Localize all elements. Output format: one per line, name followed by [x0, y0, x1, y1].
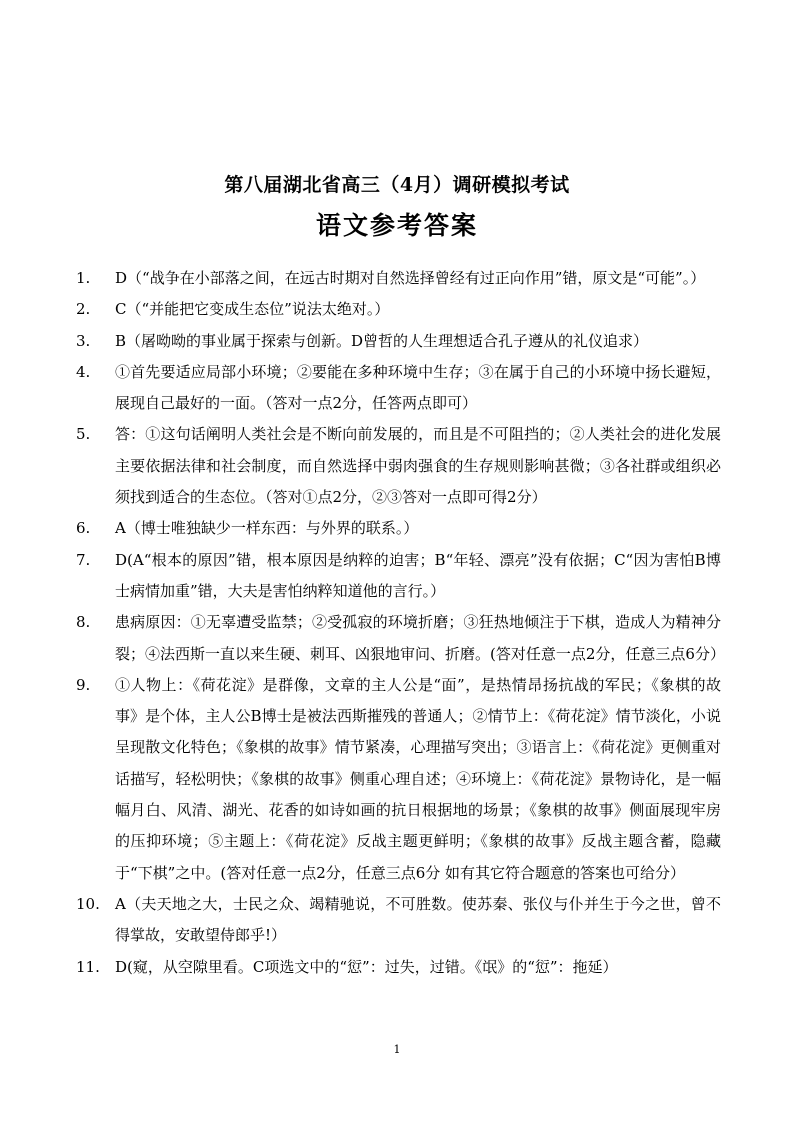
- answer-text: A（博士唯独缺少一样东西：与外界的联系。）: [115, 519, 419, 538]
- answer-item-9: [76, 670, 721, 889]
- answer-item-7: [76, 545, 721, 608]
- answer-text: C（“并能把它变成生态位”说法太绝对。）: [115, 300, 390, 319]
- answer-item-10: [76, 889, 721, 952]
- answer-item-4: [76, 357, 721, 420]
- answer-text: ①人物上：《荷花淀》是群像，文章的主人公是“面”，是热情昂扬抗战的军民；《象棋的故事》是个体，主人公B博士是被法西斯摧残的普通人；②情节上：《荷花淀》情节淡化，小说呈现散文化特色；《象棋的故事》情节紧凑，心理描写突出；③语言上：《荷花淀》更侧重对话描写，轻松明快；《象棋的故事》侧重心理自述；④环境上：《荷花淀》景物诗化，是一幅幅月白、风清、湖光、花香的如诗如画的抗日根据地的场景；《象棋的故事》侧面展现牢房的压抑环境；⑤主题上：《荷花淀》反战主题更鲜明；《象棋的故事》反战主题含蓄，隐藏于“下棋”之中。(答对任意一点2分，任意三点6分 如有其它符合题意的答案也可给分）: [115, 675, 721, 882]
- answer-number: 5.: [76, 425, 91, 444]
- answer-number: 11.: [76, 957, 100, 976]
- answer-number: 7.: [76, 550, 91, 569]
- answer-text: B（屠呦呦的事业属于探索与创新。D曾哲的人生理想适合孔子遵从的礼仪追求）: [115, 331, 649, 350]
- answer-number: 1.: [76, 269, 91, 287]
- answer-number: 2.: [76, 300, 91, 319]
- answer-text: A（夫天地之大，士民之众、竭精驰说，不可胜数。使苏秦、张仪与仆并生于今之世，曾不得掌故，安敢望侍郎乎!）: [115, 894, 721, 945]
- exam-subtitle: 第八届湖北省高三（4月）调研模拟考试: [224, 174, 570, 196]
- answer-number: 8.: [76, 613, 91, 632]
- page-title: 语文参考答案: [315, 211, 478, 240]
- answer-item-3: [76, 326, 721, 357]
- answer-item-8: [76, 607, 725, 670]
- answer-text: 答：①这句话阐明人类社会是不断向前发展的，而且是不可阻挡的；②人类社会的进化发展主要依据法律和社会制度，而自然选择中弱肉强食的生存规则影响甚微；③各社群或组织必须找到适合的生态位。（答对①点2分，②③答对一点即可得2分）: [115, 425, 721, 507]
- answer-text: D(窥，从空隙里看。C项选文中的“愆”：过失，过错。《氓》的“愆”：拖延）: [115, 957, 618, 976]
- answer-item-2: [76, 294, 721, 325]
- answer-item-5: [76, 419, 721, 513]
- answer-number: 10.: [76, 894, 100, 913]
- answer-item-1: [76, 263, 721, 294]
- answer-number: 6.: [76, 519, 91, 538]
- answer-item-11: [76, 952, 721, 983]
- answer-text: D(A“根本的原因”错，根本原因是纳粹的迫害；B“年轻、漂亮”没有依据；C“因为害怕B博士病情加重”错，大夫是害怕纳粹知道他的言行。）: [115, 550, 721, 600]
- answer-number: 4.: [76, 362, 91, 381]
- answer-text: 患病原因：①无辜遭受监禁；②受孤寂的环境折磨；③狂热地倾注于下棋，造成人为精神分裂；④法西斯一直以来生硬、刺耳、凶狠地审问、折磨。(答对任意一点2分，任意三点6分）: [115, 613, 725, 663]
- answer-item-6: [76, 513, 721, 544]
- answer-text: D（“战争在小部落之间，在远古时期对自然选择曾经有过正向作用”错，原文是“可能”。）: [115, 269, 706, 287]
- answer-number: 9.: [76, 675, 91, 694]
- page-number: 1: [393, 1043, 401, 1056]
- answer-number: 3.: [76, 331, 91, 350]
- answer-text: ①首先要适应局部小环境；②要能在多种环境中生存；③在属于自己的小环境中扬长避短，展现自己最好的一面。（答对一点2分，任答两点即可）: [115, 362, 721, 413]
- answer-list: [76, 263, 725, 983]
